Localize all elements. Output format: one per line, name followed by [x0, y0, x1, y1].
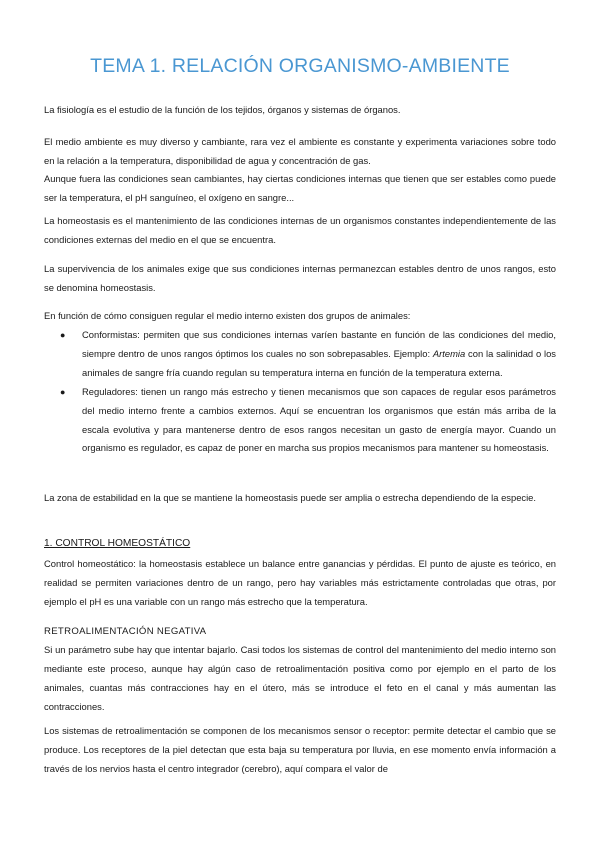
- paragraph-zona-estabilidad: La zona de estabilidad en la que se mantiene la homeostasis puede ser amplia o estrecha dependiendo de la especie.: [44, 492, 537, 503]
- list-item-conformistas: [44, 326, 556, 383]
- subsection-heading-retroalimentacion: RETROALIMENTACIÓN NEGATIVA: [44, 626, 207, 637]
- conformistas-example-italic: Artemia: [432, 347, 466, 359]
- paragraph-condiciones-internas: Aunque fuera las condiciones sean cambiantes, hay ciertas condiciones internas que tienen que ser estables como puede ser la temperatura, el pH sanguíneo, el oxígeno en sangre...: [44, 173, 556, 203]
- paragraph-homeostasis: La homeostasis es el mantenimiento de las condiciones internas de un organismos constantes independientemente de las condiciones externas del medio en el que se encuentra.: [44, 215, 556, 245]
- conformistas-text-b: con la salinidad o los animales de sangre fría cuando regulan su temperatura interna en función de la temperatura externa.: [82, 347, 556, 378]
- paragraph-retroalimentacion-negativa: Si un parámetro sube hay que intentar bajarlo. Casi todos los sistemas de control del mantenimiento del medio interno son mediante este proceso, aunque hay algún caso de retroalimentación positiva como por ejemplo en el parto de los animales, cuantas más contracciones hay en el útero, más se introduce el feto en el canal y más aumentan las contracciones.: [44, 644, 556, 712]
- paragraph-grupos-animales: En función de cómo consiguen regular el medio interno existen dos grupos de animales:: [44, 310, 411, 321]
- bullet-icon: ●: [60, 386, 66, 397]
- paragraph-control-homeostatico: Control homeostático: la homeostasis establece un balance entre ganancias y pérdidas. El punto de ajuste es teórico, en realidad se permiten variaciones dentro de un rango, pero hay variables más estrictamente controladas que otras, por ejemplo el pH es una variable con un rango más estrecho que la temperatura.: [44, 558, 556, 607]
- paragraph-fisiologia: La fisiología es el estudio de la función de los tejidos, órganos y sistemas de órganos.: [44, 104, 401, 115]
- paragraph-supervivencia: La supervivencia de los animales exige que sus condiciones internas permanezcan estables dentro de unos rangos, esto se denomina homeostasis.: [44, 263, 556, 293]
- animal-groups-list: [44, 326, 556, 458]
- paragraph-sistemas-retroalimentacion: Los sistemas de retroalimentación se componen de los mecanismos sensor o receptor: permite detectar el cambio que se produce. Los receptores de la piel detectan que esta baja su temperatura por lluvia, en ese momento envía información a través de los nervios hasta el centro integrador (cerebro), aquí compara el valor de: [44, 725, 556, 774]
- reguladores-text: Reguladores: tienen un rango más estrecho y tienen mecanismos que son capaces de regular esos parámetros del medio interno frente a cambios externos. Aquí se encuentran los organismos que están más arriba de la escala evolutiva y para mantenerse dentro de esos rangos necesitan un gasto de energía mayor. Cuando un organismo es regulador, es capaz de poner en marcha sus propios mecanismos para mantener su homeostasis.: [82, 385, 556, 454]
- list-item-reguladores: [44, 383, 556, 459]
- bullet-icon: ●: [60, 330, 66, 340]
- section-heading-control-homeostatico: 1. CONTROL HOMEOSTÁTICO: [44, 538, 191, 549]
- conformistas-text-a: Conformistas: permiten que sus condiciones internas varíen bastante en función de las condiciones del medio, siempre dentro de unos rangos óptimos los cuales no son sobrepasables. Ejemplo:: [82, 329, 556, 359]
- paragraph-medio-ambiente: El medio ambiente es muy diverso y cambiante, rara vez el ambiente es constante y experimenta variaciones sobre todo en la relación a la temperatura, disponibilidad de agua y concentración de gas.: [44, 136, 556, 166]
- document-title: TEMA 1. RELACIÓN ORGANISMO-AMBIENTE: [90, 55, 510, 77]
